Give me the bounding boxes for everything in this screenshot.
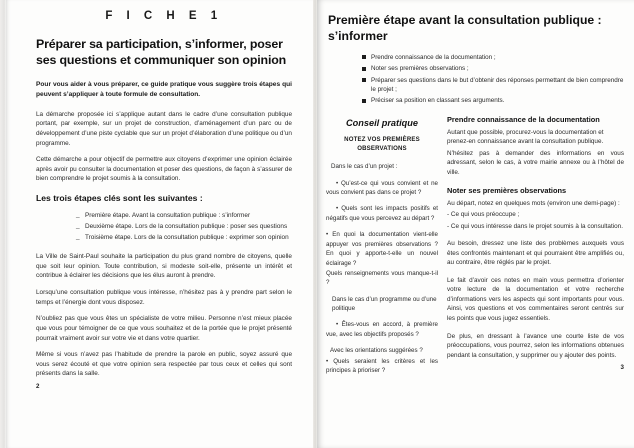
right-page-number: 3 — [620, 364, 624, 372]
bullet-item: Prendre connaissance de la documentation ; — [362, 53, 624, 62]
fiche-label: F I C H E 1 — [105, 10, 223, 22]
step-item: _ Première étape. Avant la consultation publique : s’informer — [76, 211, 292, 221]
conseil-question-2: • Quels seraient les critères et les principes à prioriser ? — [326, 357, 438, 375]
observations-list-item: - Ce qui vous préoccupe ; — [447, 211, 520, 219]
observations-paragraph-2: Le fait d’avoir ces notes en main vous permettra d’orienter votre lecture de la documentation et votre recherche d’informations vers les aspects qui sont importants pour vous. Ainsi, vos questions et vos commentaires seront centrés sur les points que vous jugez essentiels. — [447, 276, 624, 322]
left-paragraph-4: Lorsqu’une consultation publique vous intéresse, n’hésitez pas à y prendre part selon le temps et l’énergie dont vous disposez. — [36, 289, 292, 306]
documentation-paragraph-1: Autant que possible, procurez-vous la documentation et prenez-en connaissance avant la consultation publique. — [447, 128, 604, 146]
left-page-lead: Pour vous aider à vous préparer, ce guide pratique vous suggère trois étapes qui peuvent s’appliquer à toute formule de consultation. — [36, 80, 292, 98]
section-heading-observations: Noter ses premières observations — [447, 186, 567, 196]
left-paragraph-2: Cette démarche a pour objectif de permettre aux citoyens d’exprimer une opinion éclairée après avoir pu consulter la documentation et poser des questions, de façon à s’assurer de bien comprendre le projet soumis à la consultation. — [36, 156, 292, 183]
left-paragraph-1: La démarche proposée ici s’applique autant dans le cadre d’une consultation publique portant, par exemple, sur un projet de construction, d’aménagement d’un parc ou de développement d’une piste cyclable que sur un projet d’élaboration d’une politique ou d’un programme. — [36, 110, 292, 147]
observations-paragraph-1: Au besoin, dressez une liste des problèmes auxquels vous êtes confrontés maintenant et qui pourraient être amplifiés ou, au contraire, être réglés par le projet. — [447, 240, 624, 267]
conseil-question: • En quoi la documentation vient-elle appuyer vos premières observations ? En quoi y apporte-t-elle un nouvel éclairage ? — [326, 231, 438, 267]
left-page-number: 2 — [36, 382, 40, 390]
conseil-intro-2: Dans le cas d’un programme ou d’une politique — [332, 295, 437, 313]
steps-heading: Les trois étapes clés sont les suivantes : — [36, 193, 203, 204]
right-page-header-block — [328, 12, 624, 108]
first-step-bullet-list — [328, 53, 624, 106]
bullet-item: Préciser sa position en classant ses arguments. — [362, 96, 624, 105]
observations-paragraph-3: De plus, en dressant à l’avance une courte liste de vos préoccupations, vous pourrez, selon les informations obtenues pendant la consultation, y supprimer ou y ajouter des points. — [447, 332, 624, 359]
step-item: _ Troisième étape. Lors de la consultation publique : exprimer son opinion — [76, 233, 292, 243]
right-page-main-column — [447, 115, 624, 371]
conseil-intro: Dans le cas d’un projet : — [331, 163, 398, 171]
documentation-paragraph-2: N’hésitez pas à demander des informations en vous adressant, selon le cas, à votre mairie annexe ou à l’hôtel de ville. — [447, 149, 624, 176]
left-paragraph-3: La Ville de Saint-Paul souhaite la participation du plus grand nombre de citoyens, quelle que soit leur opinion. Toute contribution, si modeste soit-elle, présente un intérêt et contribue à éclairer les décisions que les élus auront à prendre. — [36, 253, 292, 280]
conseil-question-2: Avec les orientations suggérées ? — [330, 347, 423, 355]
conseil-question: • Quels sont les impacts positifs et négatifs que vous percevez au départ ? — [326, 205, 438, 222]
bullet-item: Noter ses premières observations ; — [362, 64, 624, 73]
bullet-item: Préparer ses questions dans le but d’obtenir des réponses permettant de bien comprendre le projet ; — [362, 76, 624, 95]
step-item: _ Deuxième étape. Lors de la consultation publique : poser ses questions — [76, 222, 292, 232]
conseil-caps-heading: NOTEZ VOS PREMIÈRES OBSERVATIONS — [344, 136, 420, 152]
right-page-title: Première étape avant la consultation publique : s’informer — [328, 13, 602, 44]
left-paragraph-6: Même si vous n’avez pas l’habitude de prendre la parole en public, soyez assuré que vous serez écouté et que votre opinion sera respectée par tous ceux et celles qui sont présents dans la salle. — [36, 351, 292, 378]
section-heading-documentation: Prendre connaissance de la documentation — [447, 115, 600, 124]
left-page-title: Préparer sa participation, s’informer, poser ses questions et communiquer son opinion — [36, 37, 287, 68]
observations-list-item: - Ce qui vous intéresse dans le projet soumis à la consultation. — [447, 222, 623, 230]
steps-list — [36, 211, 292, 242]
left-page-content — [36, 10, 292, 390]
conseil-question-2: • Êtes-vous en accord, à première vue, avec les objectifs proposés ? — [326, 321, 438, 338]
conseil-pratique-box — [326, 118, 438, 383]
conseil-title: Conseil pratique — [346, 118, 418, 128]
observations-intro: Au départ, notez en quelques mots (environ une demi-page) : — [447, 199, 620, 207]
left-paragraph-5: N’oubliez pas que vous êtes un spécialiste de votre milieu. Personne n’est mieux placée que vous pour témoigner de ce que vous souhaitez et de la portée que le projet présenté pourrait vraiment avoir sur votre vie et dans votre quartier. — [36, 315, 292, 342]
conseil-question: • Qu’est-ce qui vous convient et ne vous convient pas dans ce projet ? — [326, 179, 438, 196]
conseil-question: Quels renseignements vous manque-t-il ? — [326, 269, 438, 287]
